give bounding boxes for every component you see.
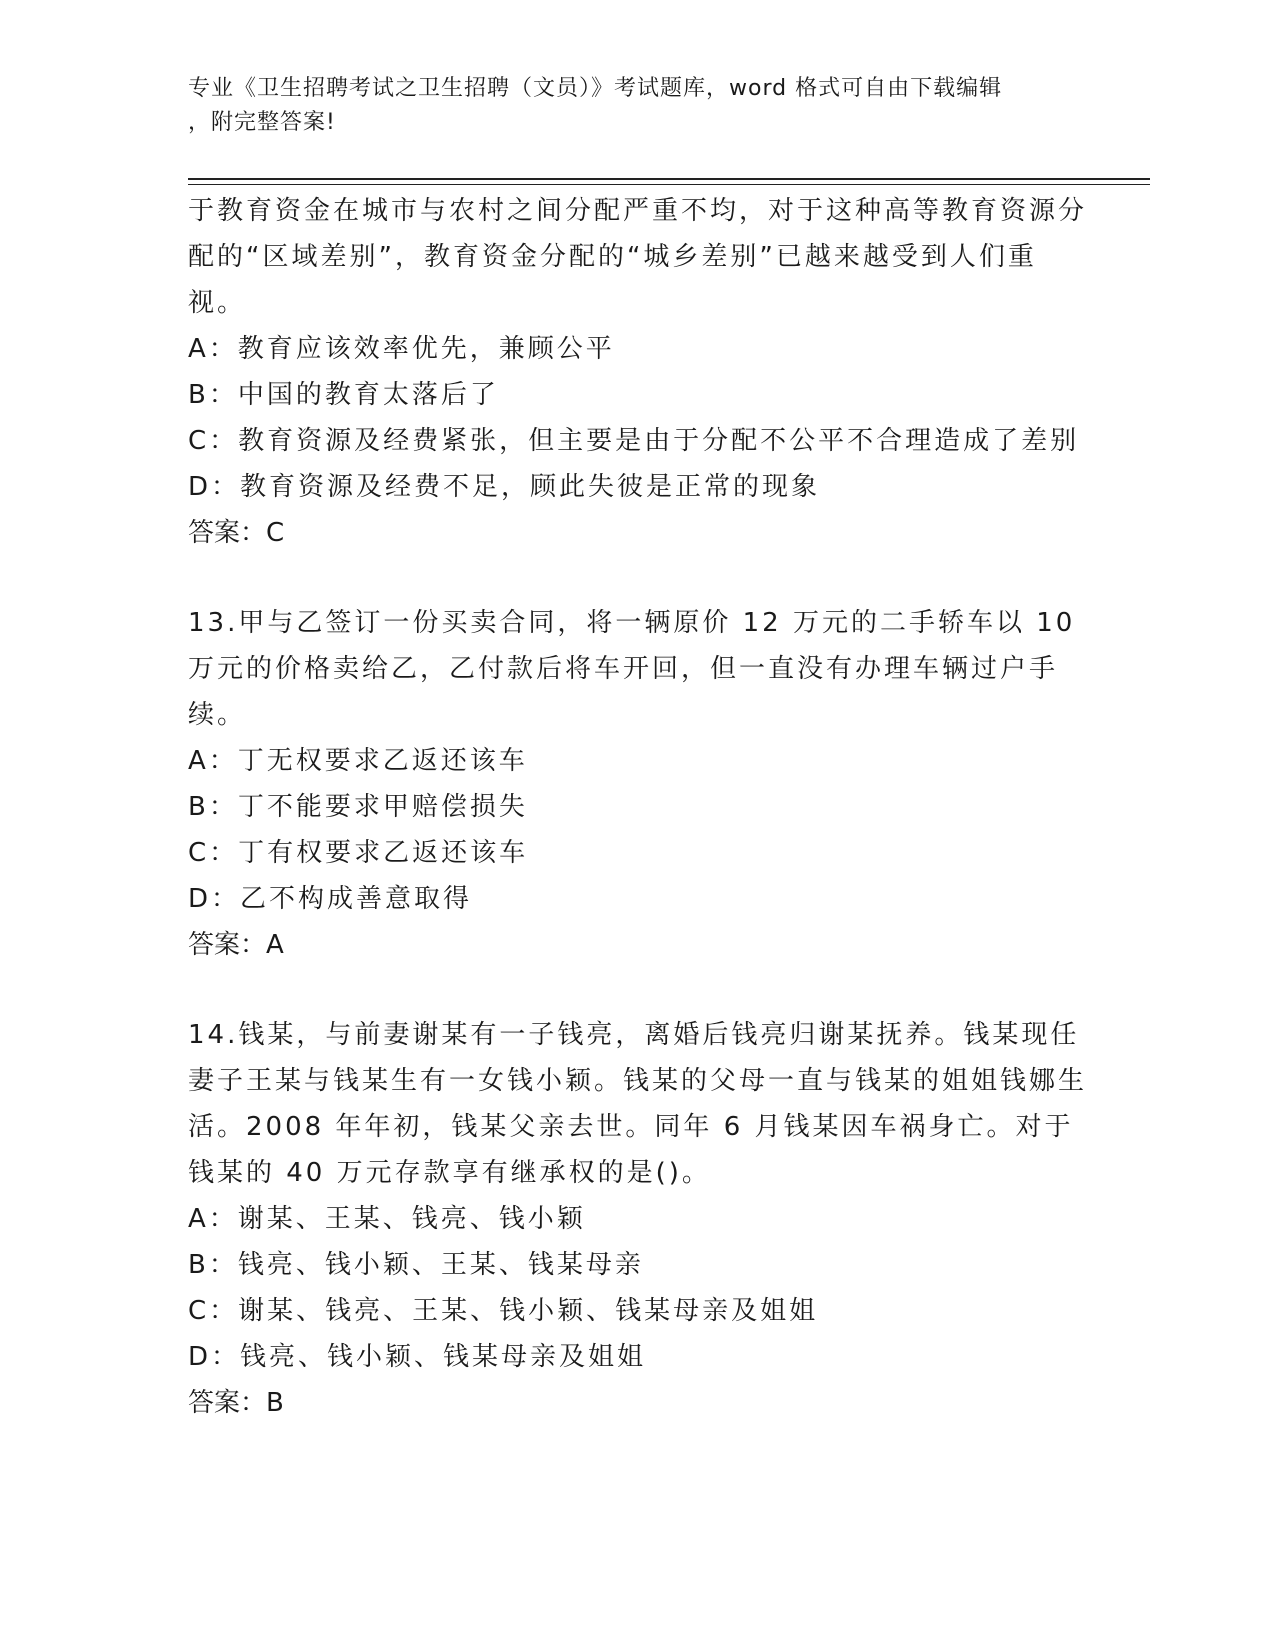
answer: 答案：C (188, 518, 285, 548)
spacer (188, 968, 1088, 1012)
header-line-1: 专业《卫生招聘考试之卫生招聘（文员）》考试题库，word 格式可自由下载编辑 (188, 76, 1003, 101)
question-text: 于教育资金在城市与农村之间分配严重不均，对于这种高等教育资源分配的“区域差别”，教育资金分配的“城乡差别”已越来越受到人们重视。 (188, 196, 1088, 318)
header-rule (188, 178, 1150, 180)
header-rule-thin (188, 184, 1150, 185)
option-b: B：丁不能要求甲赔偿损失 (188, 792, 528, 822)
option-d: D：乙不构成善意取得 (188, 884, 473, 914)
question-12 (188, 188, 1088, 556)
option-c: C：谢某、钱亮、王某、钱小颖、钱某母亲及姐姐 (188, 1296, 819, 1326)
question-14 (188, 1012, 1088, 1426)
question-text: 14.钱某，与前妻谢某有一子钱亮，离婚后钱亮归谢某抚养。钱某现任妻子王某与钱某生有一女钱小颖。钱某的父母一直与钱某的姐姐钱娜生活。2008 年年初，钱某父亲去世。同年 6 月钱某因车祸身亡。对于钱某的 40 万元存款享有继承权的是()。 (188, 1020, 1088, 1188)
question-text: 13.甲与乙签订一份买卖合同，将一辆原价 12 万元的二手轿车以 10 万元的价格卖给乙，乙付款后将车开回，但一直没有办理车辆过户手续。 (188, 608, 1076, 730)
answer: 答案：B (188, 1388, 284, 1418)
option-c: C：教育资源及经费紧张，但主要是由于分配不公平不合理造成了差别 (188, 426, 1080, 456)
option-a: A：教育应该效率优先，兼顾公平 (188, 334, 615, 364)
option-c: C：丁有权要求乙返还该车 (188, 838, 529, 868)
option-a: A：丁无权要求乙返还该车 (188, 746, 528, 776)
answer: 答案：A (188, 930, 284, 960)
option-b: B：中国的教育太落后了 (188, 380, 499, 410)
option-b: B：钱亮、钱小颖、王某、钱某母亲 (188, 1250, 644, 1280)
question-13 (188, 600, 1088, 968)
option-a: A：谢某、王某、钱亮、钱小颖 (188, 1204, 586, 1234)
spacer (188, 556, 1088, 600)
document-body (188, 188, 1088, 1426)
option-d: D：教育资源及经费不足，顾此失彼是正常的现象 (188, 472, 821, 502)
header-line-2: ，附完整答案! (188, 110, 336, 135)
document-header (188, 72, 1088, 140)
option-d: D：钱亮、钱小颖、钱某母亲及姐姐 (188, 1342, 647, 1372)
